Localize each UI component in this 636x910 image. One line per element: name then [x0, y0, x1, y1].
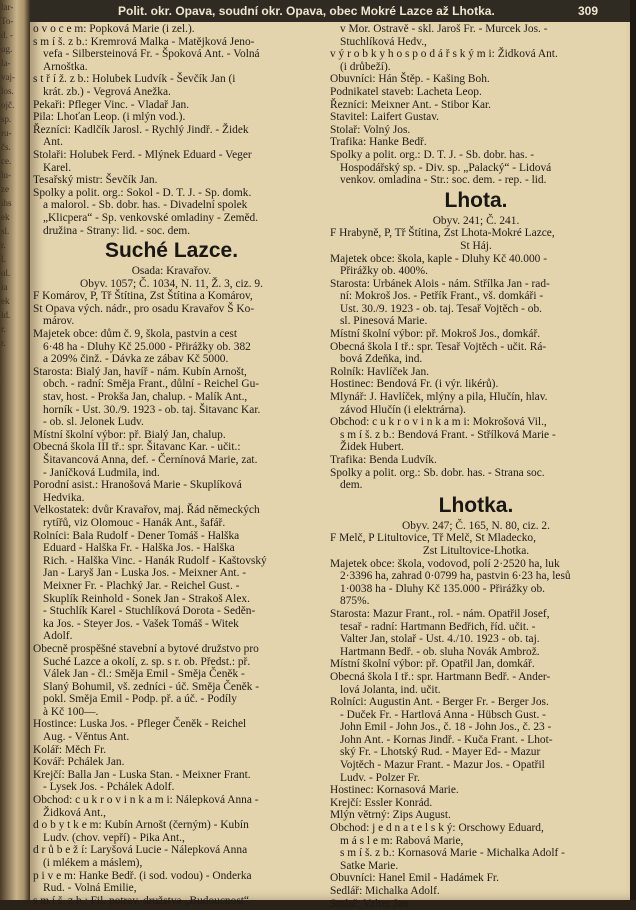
- text-line: Velkostatek: dvůr Kravařov, maj. Řád německých: [33, 504, 260, 517]
- adjacent-page-edge: [0, 0, 30, 900]
- text-line: Arnoštka.: [43, 60, 88, 73]
- text-line: Řezníci: Kadlčík Jarosl. - Rychlý Jindř. - Židek: [33, 123, 249, 136]
- text-line: Aug. - Věntus Ant.: [43, 731, 130, 744]
- text-line: Ludv. - Polzer Fr.: [340, 771, 420, 784]
- text-line: Spolky a polit. org.: Sb. dobr. has. - Strana soc.: [330, 466, 545, 479]
- text-line: lová Jolanta, ind. učit.: [340, 683, 441, 696]
- text-line: Obchod: c u k r o v i n k a m i: Mokrošová Vil.,: [330, 416, 547, 429]
- text-line: Rolníci: Augustin Ant. - Berger Fr. - Berger Jos.: [330, 696, 549, 709]
- text-line: Osada: Kravařov.: [131, 265, 212, 278]
- text-line: - Stuchlík Karel - Stuchlíková Dorota - Seděn-: [43, 605, 256, 618]
- text-line: F Melč, P Litultovice, Tř Melč, St Mladecko,: [330, 532, 536, 545]
- adjacent-page-fragment: sl.: [1, 226, 10, 236]
- left-column: [33, 23, 310, 907]
- text-line: d r ů b e ž í: Laryšová Lucie - Nálepková Anna: [33, 844, 248, 857]
- adjacent-page-fragment: ek: [1, 296, 10, 306]
- text-line: Tesařský mistr: Ševčík Jan.: [33, 174, 158, 187]
- text-line: s m í š. z b.: Kremrová Malka - Matějková Jeno-: [33, 35, 255, 48]
- text-line: Kovář: Pchálek Jan.: [33, 756, 125, 769]
- text-line: Majetek obce: škola, kaple - Dluhy Kč 40.000 -: [330, 252, 547, 265]
- text-line: Obchod: c u k r o v i n k a m i: Nálepková Anna -: [33, 794, 259, 807]
- text-line: Karel.: [43, 161, 72, 174]
- text-line: o v o c e m: Popková Marie (i zel.).: [33, 23, 195, 35]
- page-number: 309: [578, 4, 599, 18]
- text-line: Židková Ant.,: [43, 806, 106, 819]
- text-line: m á s l e m: Rabová Marie,: [340, 834, 464, 847]
- section-heading: Suché Lazce.: [104, 239, 239, 263]
- text-line: vefa - Silbersteinová Fr. - Špoková Ant. - Volná: [43, 48, 260, 61]
- text-line: stav, host. - Prokša Jan, chalup. - Malík Ant.,: [43, 391, 248, 404]
- text-line: bová Zdeňka, ind.: [340, 353, 423, 366]
- text-line: Mlýn větrný: Zips August.: [330, 809, 451, 822]
- adjacent-page-fragment: r.: [1, 324, 6, 334]
- text-line: Obecná škola I tř.: spr. Tesař Vojtěch - učit. Rá-: [330, 340, 547, 353]
- text-line: Místní školní výbor: př. Mokroš Jos., domkář.: [330, 328, 541, 341]
- text-line: Rolník: Havlíček Jan.: [330, 365, 430, 378]
- text-line: Obuvníci: Hán Štěp. - Kašing Boh.: [330, 73, 490, 86]
- text-line: a malorol. - Sb. dobr. has. - Divadelní spolek: [43, 199, 248, 212]
- adjacent-page-fragment: ia: [1, 282, 8, 292]
- text-line: Majetek obce: dům č. 9, škola, pastvin a cest: [33, 328, 238, 341]
- text-line: Řezníci: Meixner Ant. - Stibor Kar.: [330, 98, 492, 111]
- text-line: Krejčí: Essler Konrád.: [330, 796, 433, 809]
- book-page: [30, 0, 630, 910]
- text-line: Krejčí: Balla Jan - Luska Stan. - Meixner Frant.: [33, 768, 251, 781]
- adjacent-page-fragment: r.: [1, 240, 6, 250]
- right-page-edge: [630, 0, 636, 900]
- text-line: John Emil - John Jos., č. 18 - John Jos., č. 23 -: [340, 721, 552, 734]
- text-line: Obyv. 247; Č. 165, N. 80, ciz. 2.: [402, 519, 550, 532]
- text-line: Rolníci: Bala Rudolf - Dener Tomáš - Halška: [33, 529, 240, 542]
- text-line: Rich. - Halška Vinc. - Hanák Rudolf - Kaštovský: [43, 554, 267, 567]
- text-line: Mlynář: J. Havlíček, mlýny a pila, Hlučín, hlav.: [330, 391, 548, 404]
- adjacent-page-fragment: ol.: [1, 268, 11, 278]
- running-head-text: Polit. okr. Opava, soudní okr. Opava, obec Mokré Lazce až Lhotka.: [118, 4, 495, 18]
- text-line: Jan - Laryš Jan - Luska Jos. - Meixner Ant. -: [43, 567, 247, 580]
- text-line: 1·0038 ha - Dluhy Kč 135.000 - Přirážky ob.: [340, 582, 545, 595]
- text-line: - Janíčková Ludmila, ind.: [43, 466, 160, 479]
- text-line: Obuvníci: Hanel Emil - Hadámek Fr.: [330, 872, 499, 885]
- text-line: John Ant. - Kornas Jindř. - Kuča Frant. - Lhot-: [340, 733, 553, 746]
- text-line: - Duček Fr. - Hartlová Anna - Hübsch Gust. -: [340, 708, 546, 721]
- text-line: Ludv. (chov. vepří) - Pika Ant.,: [43, 831, 185, 844]
- text-line: Rud. - Volná Emilie,: [43, 882, 137, 895]
- adjacent-page-fragment: r.: [1, 338, 6, 348]
- text-line: Stuchlíková Hedv.,: [340, 35, 427, 48]
- text-line: sl. Pinesová Marie.: [340, 315, 428, 328]
- adjacent-page-fragment: la-: [1, 58, 11, 68]
- adjacent-page-fragment: d. -: [1, 30, 13, 40]
- text-line: tesař - radní: Hartmann Bedřich, říd. učit. -: [340, 620, 536, 633]
- text-line: Kolář: Měch Fr.: [33, 743, 107, 756]
- text-line: 2·3396 ha, zahrad 0·0799 ha, pastvin 6·23 ha, lesů: [340, 570, 571, 583]
- text-line: a 209% činž. - Dávka ze zábav Kč 5000.: [43, 353, 229, 366]
- text-line: Hartmann Bedř. - ob. sluha Novák Ambrož.: [340, 645, 540, 658]
- text-line: F Hrabyně, P, Tř Štítina, Zst Lhota-Mokré Lazce,: [330, 227, 555, 240]
- text-line: - ob. sl. Jelonek Ludv.: [43, 416, 144, 429]
- text-line: à Kč 100—.: [43, 705, 99, 718]
- text-line: ka Jos. - Steyer Jos. - Vašek Tomáš - Witek: [43, 617, 239, 630]
- text-line: pokl. Směja Emil - Podp. př. a úč. - Podíly: [43, 693, 237, 706]
- text-line: s m í š. z b.: Fil. potrav. družstva „Budoucnost“: [33, 894, 249, 907]
- text-line: p i v e m: Hanke Bedř. (i sod. vodou) - Onderka: [33, 869, 252, 882]
- text-line: Meixner Fr. - Plachký Jar. - Reichel Gust. -: [43, 579, 240, 592]
- text-line: Obecná škola III tř.: spr. Šitavanc Kar. - učit.:: [33, 441, 241, 454]
- text-line: 875%.: [340, 595, 370, 608]
- text-line: Válek Jan - čl.: Směja Emil - Směja Čeněk -: [43, 668, 245, 681]
- text-line: v Mor. Ostravě - skl. Jaroš Fr. - Murcek Jos. -: [340, 23, 548, 35]
- text-line: Starosta: Bialý Jan, havíř - nám. Kubín Arnošt,: [33, 365, 247, 378]
- running-header: [30, 0, 630, 22]
- text-line: Adolf.: [43, 630, 73, 643]
- text-line: s m í š. z b.: Kornasová Marie - Michalka Adolf -: [340, 847, 565, 860]
- text-line: s t ř í ž. z b.: Holubek Ludvík - Ševčík Jan (i: [33, 73, 236, 86]
- text-line: Hostinec: Bendová Fr. (i výr. likérů).: [330, 378, 499, 391]
- text-line: Ant.: [43, 136, 63, 149]
- text-line: márov.: [43, 315, 75, 328]
- text-line: F Komárov, P, Tř Štítina, Zst Štítina a Komárov,: [33, 290, 253, 303]
- text-line: Valter Jan, stolař - Ust. 4./10. 1923 - ob. taj.: [340, 633, 540, 646]
- text-line: Přirážky ob. 400%.: [340, 265, 428, 278]
- right-column: [330, 23, 622, 910]
- text-line: Obchod: j e d n a t e l s k ý: Orschowy Eduard,: [330, 822, 544, 835]
- text-line: Satke Marie.: [340, 859, 399, 872]
- text-line: Starosta: Mazur Frant., rol. - nám. Opatřil Josef,: [330, 607, 550, 620]
- adjacent-page-fragment: lu-: [1, 170, 11, 180]
- text-line: Stolaři: Holubek Ferd. - Mlýnek Eduard - Veger: [33, 148, 252, 161]
- text-line: Trafika: Hanke Bedř.: [330, 136, 427, 149]
- text-line: Obyv. 1057; Č. 1034, N. 11, Ž. 3, ciz. 9.: [80, 277, 263, 290]
- text-line: rytířů, viz Olomouc - Hanák Ant., šafář.: [43, 516, 226, 529]
- adjacent-page-fragment: ze: [1, 184, 9, 194]
- text-line: Pila: Lhoťan Leop. (i mlýn vod.).: [33, 111, 186, 124]
- text-line: Obyv. 241; Č. 241.: [432, 214, 520, 227]
- text-line: Hedvika.: [43, 491, 85, 504]
- text-line: Ust. 30./9. 1923 - ob. taj. Tesař Vojtěch - ob.: [340, 302, 542, 315]
- text-line: 6·48 ha - Dluhy Kč 25.000 - Přirážky ob. 382: [43, 340, 251, 353]
- text-line: Hostince: Luska Jos. - Pfleger Čeněk - Reichel: [33, 718, 247, 731]
- text-line: Hostinec: Kornasová Marie.: [330, 784, 459, 797]
- text-line: Podnikatel staveb: Lacheta Leop.: [330, 85, 482, 98]
- text-line: dem.: [340, 479, 363, 492]
- text-line: Starosta: Urbánek Alois - nám. Střílka Jan - rad-: [330, 277, 550, 290]
- text-line: Stolař: Volný Jos.: [330, 123, 411, 136]
- text-line: Místní školní výbor: př. Opatřil Jan, domkář.: [330, 658, 535, 671]
- adjacent-page-fragment: l.: [1, 254, 6, 264]
- adjacent-page-fragment: ojč.: [1, 100, 15, 110]
- adjacent-page-fragment: vaj-: [1, 72, 15, 82]
- adjacent-page-fragment: ce.: [1, 156, 12, 166]
- text-line: Stolař: Valter Jan.: [330, 897, 412, 910]
- text-line: krát. zb.) - Vegrová Anežka.: [43, 85, 171, 98]
- text-line: Místní školní výbor: př. Bialý Jan, chalup.: [33, 428, 226, 441]
- text-line: (i mlékem a máslem),: [43, 857, 143, 869]
- adjacent-page-fragment: To-: [1, 16, 14, 26]
- text-line: Pekaři: Pfleger Vinc. - Vladař Jan.: [33, 98, 190, 111]
- text-line: Šitavancová Anna, def. - Černínová Marie, zat.: [43, 454, 258, 466]
- text-line: Sedlář: Michalka Adolf.: [330, 885, 440, 897]
- text-line: Skuplík Reinhold - Sonek Jan - Strakoš Alex.: [43, 592, 250, 605]
- section-heading: Lhotka.: [438, 493, 514, 517]
- adjacent-page-fragment: lar-: [1, 2, 14, 12]
- text-line: Trafika: Benda Ludvík.: [330, 454, 437, 466]
- text-line: (i drůbeží).: [340, 60, 391, 73]
- adjacent-page-fragment: ug.: [1, 44, 13, 54]
- section-heading: Lhota.: [444, 188, 508, 212]
- adjacent-page-fragment: sp.: [1, 114, 12, 124]
- text-line: s m í š. z b.: Bendová Frant. - Střílková Marie -: [340, 428, 556, 441]
- text-line: Porodní asist.: Hranošová Marie - Skuplíková: [33, 479, 242, 492]
- text-line: ní: Mokroš Jos. - Petřík Frant., vš. domkáři -: [340, 290, 544, 303]
- adjacent-page-fragment: ek: [1, 212, 10, 222]
- text-line: závod Hlučín (i elektrárna).: [340, 403, 466, 416]
- text-line: Slaný Bohumil, vš. zedníci - úč. Směja Čeněk -: [43, 680, 260, 693]
- text-line: ský Fr. - Lhotský Rud. - Mayer Ed- - Mazur: [340, 746, 541, 759]
- text-line: Majetek obce: škola, vodovod, polí 2·2520 ha, luk: [330, 557, 560, 570]
- text-line: Židek Hubert.: [340, 441, 404, 454]
- text-line: St Háj.: [460, 239, 492, 252]
- text-line: venkov. omladina - Str.: soc. dem. - rep. - lid.: [340, 174, 547, 187]
- text-line: Suché Lazce a okolí, z. sp. s r. ob. Předst.: př.: [43, 655, 251, 668]
- text-line: Zst Litultovice-Lhotka.: [422, 544, 530, 557]
- text-line: v ý r o b k y h o s p o d á ř s k ý m i: Židková Ant.: [330, 48, 558, 61]
- adjacent-page-fragment: ld.: [1, 310, 11, 320]
- text-line: Obecná škola I tř.: spr. Hartmann Bedř. - Ander-: [330, 670, 551, 683]
- text-line: d o b y t k e m: Kubín Arnošt (černým) - Kubín: [33, 819, 249, 832]
- text-line: obch. - radní: Směja Frant., důlní - Reichel Gu-: [43, 378, 260, 391]
- text-line: „Klicpera“ - Sp. venkovské omladiny - Zeměd.: [43, 211, 259, 224]
- text-line: Stavitel: Laifert Gustav.: [330, 111, 440, 124]
- adjacent-page-fragment: ihs: [1, 198, 12, 208]
- text-line: - Lysek Jos. - Pchálek Adolf.: [43, 781, 175, 794]
- text-line: Obecně prospěšné stavební a bytové družstvo pro: [33, 642, 259, 655]
- adjacent-page-fragment: ru-: [1, 128, 12, 138]
- text-line: horník - Ust. 30./9. 1923 - ob. taj. Šitavanc Kar.: [43, 403, 261, 416]
- text-line: Spolky a polit. org.: D. T. J. - Sb. dobr. has. -: [330, 148, 535, 161]
- text-line: Eduard - Halška Fr. - Halška Jos. - Halška: [43, 542, 235, 555]
- adjacent-page-fragment: los.: [1, 86, 14, 96]
- text-line: Spolky a polit. org.: Sokol - D. T. J. - Sp. domk.: [33, 186, 252, 199]
- text-line: St Opava vých. nádr., pro osadu Kravařov Š Ko-: [33, 302, 255, 315]
- adjacent-page-fragment: čs.: [1, 142, 11, 152]
- text-line: Vojtěch - Mazur Frant. - Mazur Jos. - Opatřil: [340, 759, 545, 772]
- text-line: Hospodářský sp. - Div. sp. „Palacký“ - Lidová: [340, 161, 552, 174]
- text-line: družina - Strany: lid. - soc. dem.: [43, 224, 191, 237]
